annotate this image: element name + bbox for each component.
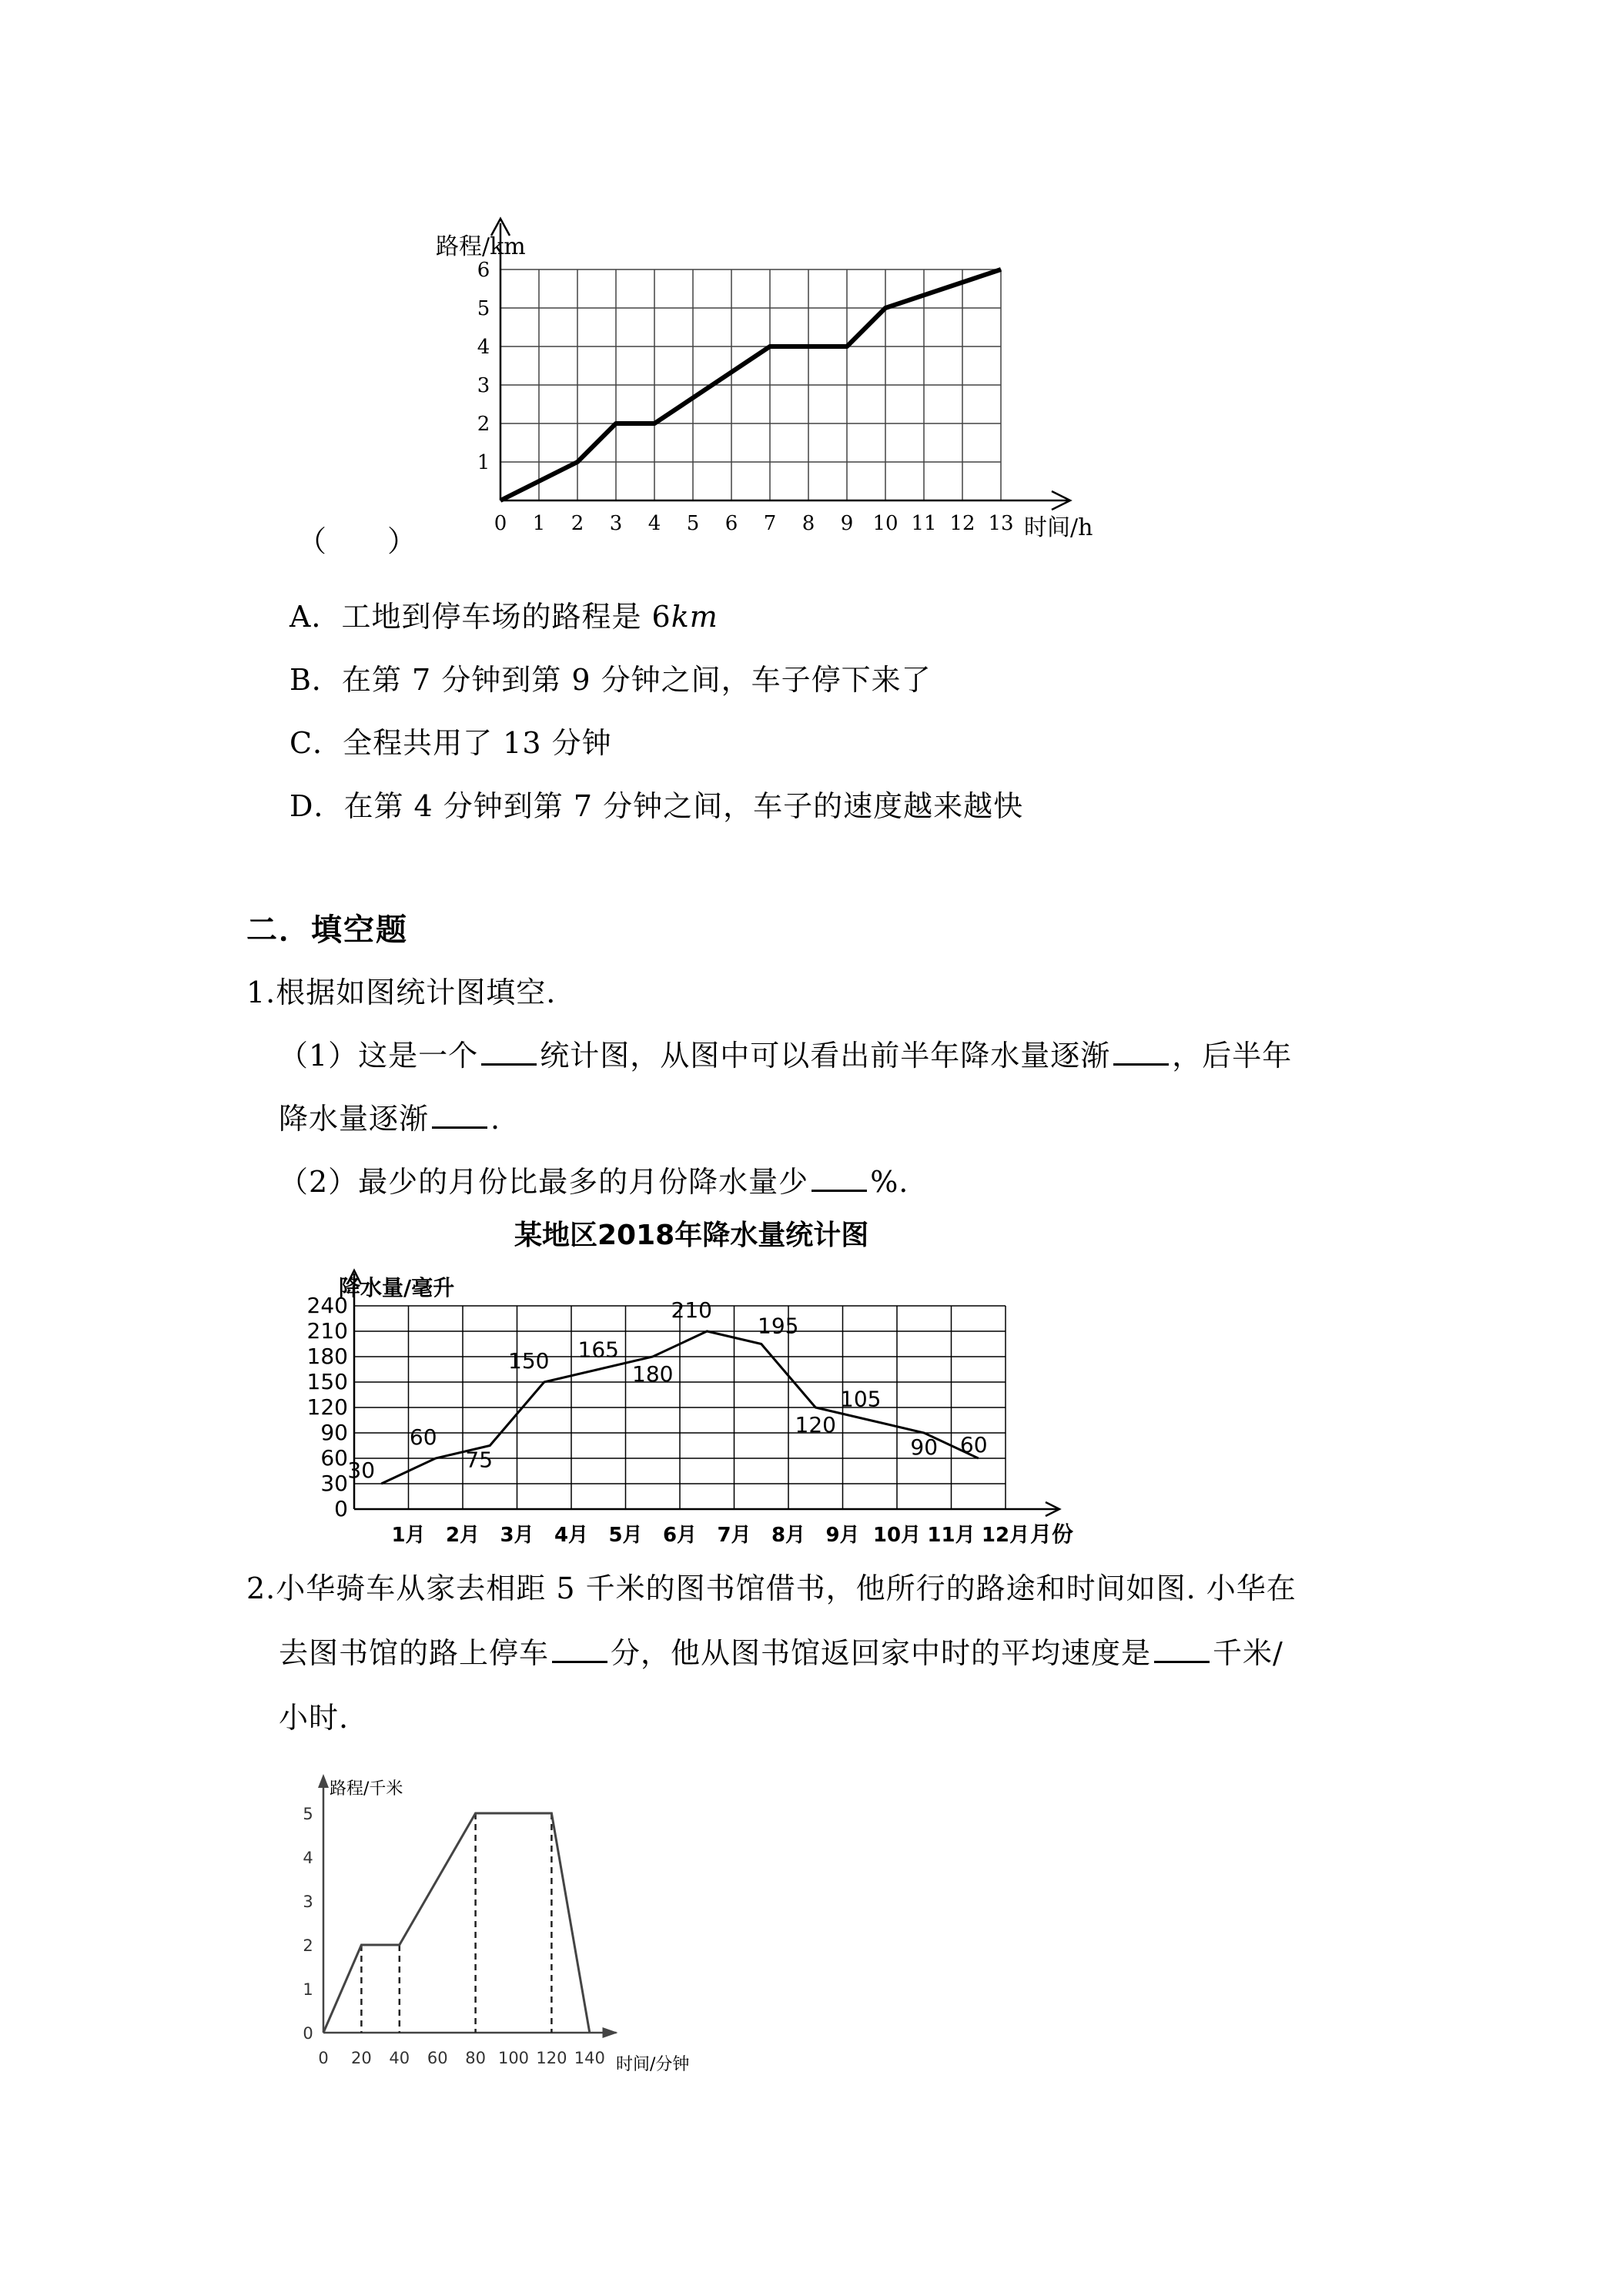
blank-stop-minutes[interactable] bbox=[552, 1636, 607, 1663]
y-tick-label: 5 bbox=[303, 1805, 313, 1823]
q1-part1-text-d: 降水量逐渐 bbox=[279, 1102, 430, 1136]
data-label: 90 bbox=[910, 1434, 939, 1460]
y-tick-label: 4 bbox=[303, 1849, 313, 1867]
y-tick-label: 180 bbox=[306, 1344, 348, 1369]
x-tick-label: 100 bbox=[497, 2049, 530, 2067]
y-tick-label: 2 bbox=[477, 413, 490, 436]
option-d: D．在第 4 分钟到第 7 分钟之间，车子的速度越来越快 bbox=[289, 789, 1024, 823]
y-tick-label: 30 bbox=[320, 1471, 348, 1496]
q2-line2 bbox=[279, 1629, 1283, 1672]
x-tick-label: 8 bbox=[801, 512, 815, 535]
q1-part1-text-b: 统计图，从图中可以看出前半年降水量逐渐 bbox=[540, 1039, 1111, 1073]
x-tick-label: 3 bbox=[609, 512, 623, 535]
x-tick-label: 11 bbox=[911, 512, 937, 535]
data-label: 195 bbox=[758, 1313, 799, 1339]
x-tick-label: 2 bbox=[571, 512, 584, 535]
blank-second-half-trend[interactable] bbox=[432, 1102, 487, 1129]
distance-time-chart bbox=[431, 208, 1124, 562]
y-tick-label: 240 bbox=[306, 1293, 348, 1318]
trip-line bbox=[323, 1813, 590, 2033]
blank-first-half-trend[interactable] bbox=[1113, 1039, 1169, 1066]
y-tick-label: 3 bbox=[303, 1893, 313, 1911]
x-axis-label: 时间/h bbox=[1024, 514, 1093, 541]
q1-part2 bbox=[279, 1158, 909, 1200]
y-axis-label: 路程/千米 bbox=[330, 1779, 403, 1799]
data-label: 30 bbox=[347, 1458, 376, 1483]
q1-part1-line2 bbox=[279, 1095, 500, 1137]
y-tick-label: 0 bbox=[303, 2024, 313, 2043]
y-tick-label: 60 bbox=[320, 1445, 348, 1471]
x-tick-label: 140 bbox=[574, 2049, 605, 2067]
blank-chart-type[interactable] bbox=[481, 1039, 537, 1066]
y-tick-label: 4 bbox=[477, 336, 490, 359]
section-title: 二．填空题 bbox=[246, 912, 408, 948]
q2-line3: 小时. bbox=[279, 1701, 350, 1735]
y-tick-label: 1 bbox=[477, 451, 490, 474]
x-tick-label: 120 bbox=[536, 2049, 567, 2067]
x-tick-label: 12月 bbox=[981, 1524, 1030, 1547]
y-tick-label: 210 bbox=[306, 1318, 348, 1344]
blank-percent-less[interactable] bbox=[812, 1165, 867, 1192]
data-label: 75 bbox=[465, 1447, 494, 1473]
rainfall-chart bbox=[285, 1263, 1132, 1555]
data-label: 60 bbox=[409, 1424, 437, 1450]
q1-stem: 1.根据如图统计图填空. bbox=[246, 976, 557, 1009]
x-tick-label: 40 bbox=[389, 2049, 410, 2067]
q1-part1-text-e: . bbox=[490, 1102, 501, 1136]
question-paren: （ ） bbox=[297, 524, 418, 558]
data-label: 150 bbox=[508, 1348, 550, 1374]
option-a-unit: km bbox=[671, 600, 718, 634]
x-tick-label: 2月 bbox=[445, 1524, 480, 1547]
data-label: 180 bbox=[632, 1361, 674, 1387]
data-label: 60 bbox=[959, 1432, 988, 1458]
x-tick-label: 0 bbox=[318, 2049, 329, 2067]
x-tick-label: 4 bbox=[648, 512, 661, 535]
q2-text-a: 去图书馆的路上停车 bbox=[279, 1636, 550, 1670]
option-b: B．在第 7 分钟到第 9 分钟之间，车子停下来了 bbox=[289, 663, 932, 697]
x-tick-label: 3月 bbox=[500, 1524, 534, 1547]
x-tick-label: 8月 bbox=[771, 1524, 806, 1547]
bike-trip-chart bbox=[277, 1763, 755, 2087]
x-tick-label: 7月 bbox=[717, 1524, 751, 1547]
y-tick-label: 90 bbox=[320, 1420, 348, 1445]
x-tick-label: 9月 bbox=[825, 1524, 860, 1547]
x-tick-label: 4月 bbox=[554, 1524, 589, 1547]
rainfall-chart-title: 某地区2018年降水量统计图 bbox=[514, 1220, 869, 1251]
x-tick-label: 20 bbox=[351, 2049, 372, 2067]
x-tick-label: 9 bbox=[840, 512, 854, 535]
q2-line1: 2.小华骑车从家去相距 5 千米的图书馆借书，他所行的路途和时间如图. 小华在 bbox=[246, 1571, 1297, 1605]
data-label: 165 bbox=[577, 1337, 619, 1363]
q1-part2-text-b: %. bbox=[870, 1165, 909, 1199]
x-tick-label: 5 bbox=[686, 512, 700, 535]
y-tick-label: 0 bbox=[334, 1496, 348, 1521]
x-tick-label: 12 bbox=[949, 512, 975, 535]
x-tick-label: 1 bbox=[532, 512, 546, 535]
y-axis-arrow bbox=[318, 1774, 329, 1788]
y-tick-label: 5 bbox=[477, 297, 490, 320]
x-tick-label: 11月 bbox=[927, 1524, 975, 1547]
x-tick-label: 60 bbox=[427, 2049, 448, 2067]
blank-return-speed[interactable] bbox=[1154, 1636, 1210, 1663]
data-label: 120 bbox=[795, 1412, 836, 1438]
y-tick-label: 2 bbox=[303, 1936, 313, 1955]
y-tick-label: 6 bbox=[477, 259, 490, 282]
q2-text-c: 千米/ bbox=[1213, 1636, 1283, 1670]
option-a-text: A．工地到停车场的路程是 6 bbox=[289, 600, 671, 634]
x-tick-label: 5月 bbox=[608, 1524, 643, 1547]
x-axis-label: 时间/分钟 bbox=[616, 2055, 690, 2074]
q2-text-b: 分，他从图书馆返回家中时的平均速度是 bbox=[611, 1636, 1152, 1670]
x-tick-label: 10月 bbox=[872, 1524, 922, 1547]
q1-part1-text-c: ，后半年 bbox=[1172, 1039, 1293, 1073]
option-a bbox=[289, 593, 718, 635]
x-axis-label: 月份 bbox=[1030, 1521, 1074, 1547]
option-c: C．全程共用了 13 分钟 bbox=[289, 726, 612, 760]
y-tick-label: 120 bbox=[306, 1394, 348, 1420]
x-tick-label: 7 bbox=[763, 512, 777, 535]
y-tick-label: 1 bbox=[303, 1980, 313, 1999]
q1-part1-line1 bbox=[279, 1032, 1292, 1074]
x-tick-label: 6 bbox=[724, 512, 738, 535]
x-tick-label: 0 bbox=[494, 512, 507, 535]
y-axis-label: 路程/km bbox=[436, 233, 526, 260]
x-tick-label: 80 bbox=[465, 2049, 486, 2067]
q1-part1-text-a: （1）这是一个 bbox=[279, 1039, 479, 1073]
y-tick-label: 150 bbox=[306, 1369, 348, 1394]
x-tick-label: 10 bbox=[872, 512, 899, 535]
x-tick-label: 13 bbox=[988, 512, 1014, 535]
data-label: 210 bbox=[671, 1297, 712, 1323]
y-axis-label: 降水量/毫升 bbox=[339, 1275, 455, 1300]
x-tick-label: 6月 bbox=[662, 1524, 698, 1547]
data-label: 105 bbox=[840, 1386, 882, 1412]
q1-part2-text-a: （2）最少的月份比最多的月份降水量少 bbox=[279, 1165, 809, 1199]
x-tick-label: 1月 bbox=[391, 1524, 426, 1547]
y-tick-label: 3 bbox=[477, 374, 490, 397]
x-axis-arrow bbox=[603, 2027, 618, 2038]
